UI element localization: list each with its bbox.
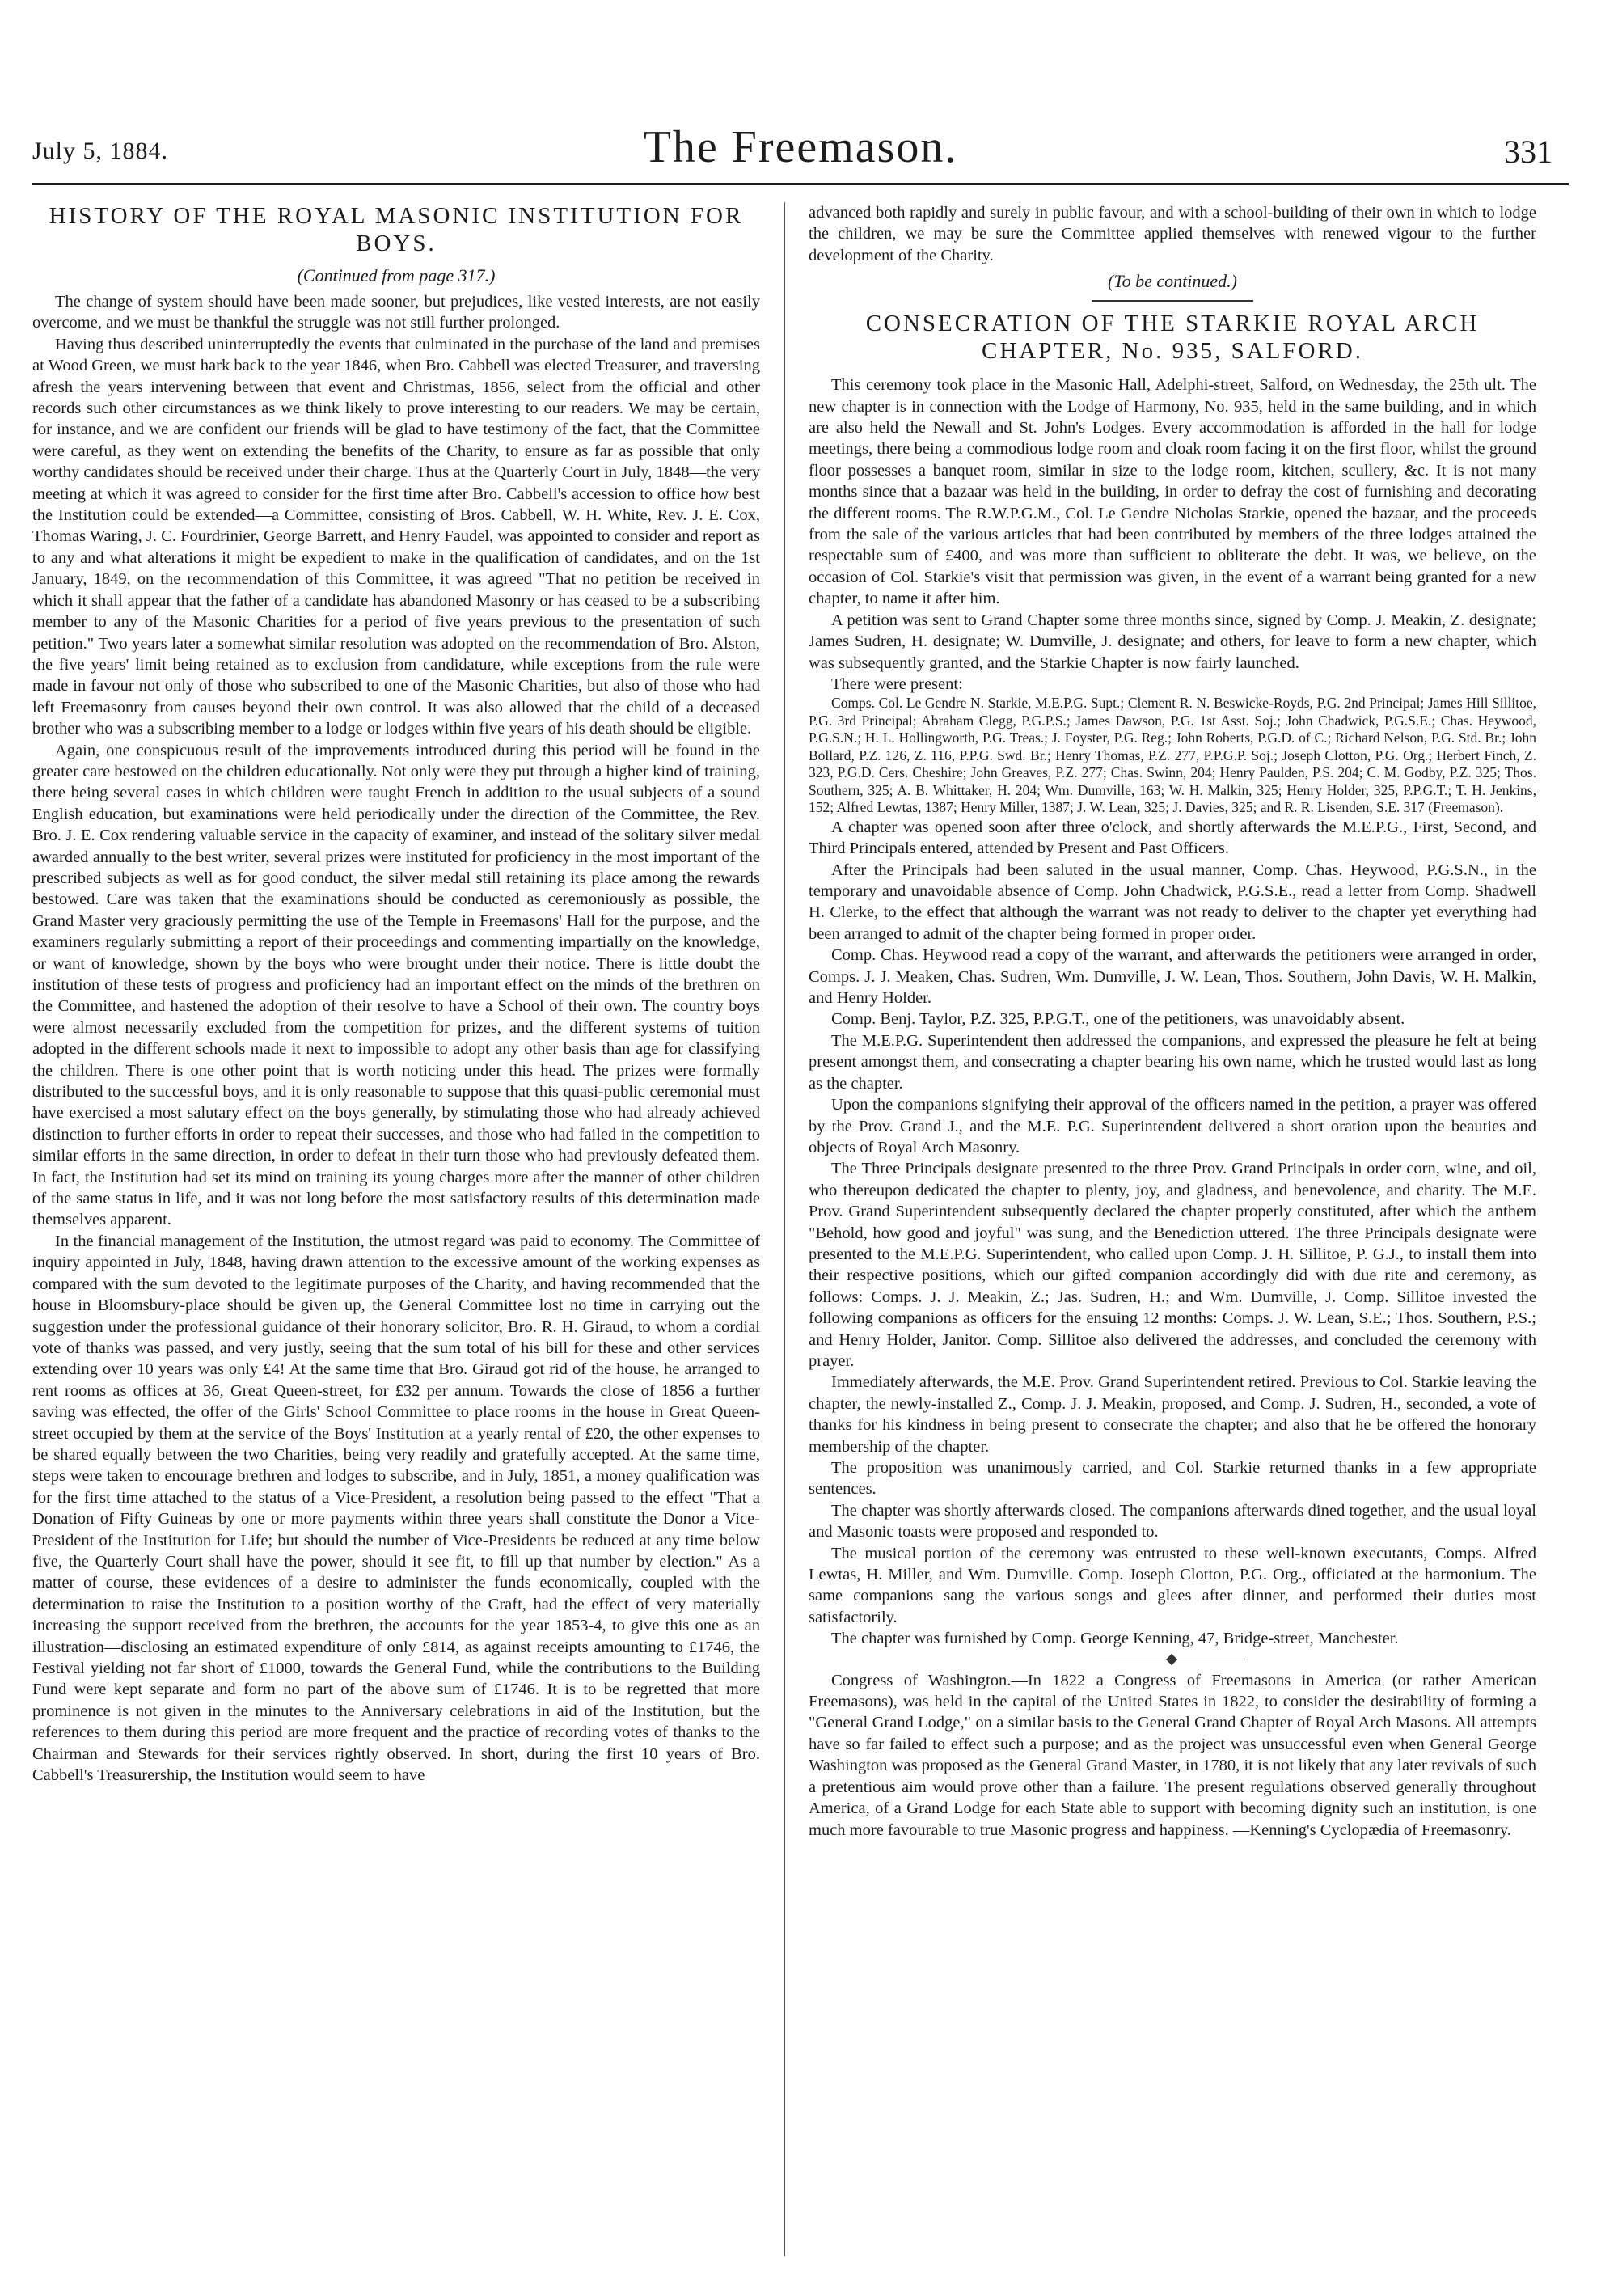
right-column <box>809 202 1536 2256</box>
paragraph: A chapter was opened soon after three o'clock, and shortly afterwards the M.E.P.G., First, Second, and Third Principals entered, attended by Present and Past Officers. <box>809 818 1536 858</box>
page-number: 331 <box>1504 133 1552 170</box>
masthead <box>32 121 1569 186</box>
paragraph: The proposition was unanimously carried, and Col. Starkie returned thanks in a few appropriate sentences. <box>809 1459 1536 1499</box>
paragraph: The musical portion of the ceremony was entrusted to these well-known executants, Comps. Alfred Lewtas, H. Miller, and Wm. Dumville. Comp. Joseph Clotton, P.G. Org., officiated at the harmonium. The same companions sang the various songs and glees after dinner, and performed their duties most satisfactorily. <box>809 1544 1536 1626</box>
article-title-consecration: CONSECRATION OF THE STARKIE ROYAL ARCH CHAPTER, No. 935, SALFORD. <box>865 311 1480 365</box>
paragraph: The M.E.P.G. Superintendent then addressed the companions, and expressed the pleasure he felt at being present amongst them, and consecrating a chapter bearing his own name, which he trusted would last as long as the chapter. <box>809 1031 1536 1093</box>
paragraph: Again, one conspicuous result of the improvements introduced during this period will be found in the greater care bestowed on the children educationally. Not only were they put through a higher kind of training, there being several cases in which children were taught French in addition to the usual subjects of a sound English education, but examinations were held periodically under the direction of the Committee, the Rev. Bro. J. E. Cox rendering valuable service in the capacity of examiner, and instead of the solitary silver medal awarded annually to the best writer, several prizes were instituted for proficiency in the most important of the prescribed subjects as well as for good conduct, the silver medal still retaining its place among the rewards bestowed. Care was taken that the examinations should be conducted as ceremoniously as possible, the Grand Master very graciously permitting the use of the Temple in Freemasons' Hall for the purpose, and the examiners regularly submitting a report of their proceedings and commenting impartially on the knowledge, or want of knowledge, shown by the boys who were brought under their notice. There is little doubt the institution of these tests of progress and proficiency had an important effect on the minds of the brethren on the Committee, and hastened the adoption of their resolve to have a School of their own. The country boys were almost necessarily excluded from the competition for prizes, and the different systems of tuition adopted in the different schools made it next to impossible to adopt any other basis than age for classifying the children. There is one other point that is worth noticing under this head. The prizes were formally distributed to the successful boys, and it is only reasonable to suppose that this quasi-public ceremonial must have exercised a most salutary effect on the boys generally, by stimulating those who had already achieved distinction to further efforts in order to repeat their successes, and those who had failed in the competition to similar efforts in the same direction, in order to defeat in their turn those who had previously defeated them. In fact, the Institution had set its mind on training its young charges more after the manner of other children of the same status in life, and it was not long before the most satisfactory results of this determination made themselves apparent. <box>32 741 760 1229</box>
header-rule <box>32 183 1569 185</box>
paragraph: The chapter was furnished by Comp. George Kenning, 47, Bridge-street, Manchester. <box>831 1630 1399 1648</box>
paragraph: This ceremony took place in the Masonic Hall, Adelphi-street, Salford, on Wednesday, the 25th ult. The new chapter is in connection with the Lodge of Harmony, No. 935, held in the same building, and in which are also held the Newall and St. John's Lodges. Every accommodation is afforded in the hall for lodge meetings, there being a commodious lodge room and cloak room facing it on the first floor, whilst the ground floor possesses a banquet room, similar in size to the lodge room, kitchen, scullery, &c. It is not many months since that a bazaar was held in the building, in order to defray the cost of furnishing and decorating the different rooms. The R.W.P.G.M., Col. Le Gendre Nicholas Starkie, opened the bazaar, and the proceeds from the sale of the various articles that had been contributed by members of the three lodges attained the respectable sum of £400, and was more than sufficient to obliterate the debt. It was, we believe, on the occasion of Col. Starkie's visit that permission was given, in the event of a warrant being granted for a new chapter, to name it after him. <box>809 376 1536 608</box>
issue-date: July 5, 1884. <box>32 137 169 164</box>
article-continued-note: (Continued from page 317.) <box>297 265 496 285</box>
paragraph: Comp. Benj. Taylor, P.Z. 325, P.P.G.T., one of the petitioners, was unavoidably absent. <box>831 1010 1405 1029</box>
paragraph: There were present: <box>831 674 963 693</box>
paragraph: Upon the companions signifying their approval of the officers named in the petition, a prayer was offered by the Prov. Grand J., and the M.E. P.G. Superintendent delivered a short oration upon the beauties and objects of Royal Arch Masonry. <box>809 1096 1536 1156</box>
newspaper-page <box>32 0 1569 2296</box>
attendee-list: Comps. Col. Le Gendre N. Starkie, M.E.P.G. Supt.; Clement R. N. Beswicke-Royds, P.G. 2nd Principal; James Hill Sillitoe, P.G. 3rd Principal; Abraham Clegg, P.G.P.S.; James Dawson, P.G. 1st Asst. Soj.; John Chadwick, P.G.S.E.; Chas. Heywood, P.G.S.N.; H. L. Hollingworth, P.G. Treas.; J. Foyster, P.G. Reg.; John Roberts, P.G.D. of C.; Richard Nelson, P.G. Std. Br.; John Bollard, P.Z. 126, Z. 116, P.P.G. Swd. Br.; Henry Thomas, P.Z. 277, P.P.G.P. Soj.; Joseph Clotton, P.G. Org.; Herbert Finch, Z. 323, P.G.D. Cers. Cheshire; John Greaves, P.Z. 277; Chas. Swinn, 204; Henry Paulden, P.S. 204; C. M. Godby, P.Z. 325; Thos. Southern, 325; A. B. Whittaker, H. 204; Wm. Dumville, 163; W. H. Malkin, 325; Henry Holder, 325, P.P.G.T.; T. H. Jenkins, 152; Alfred Lewtas, 1387; Henry Miller, 1387; J. W. Lean, 325; J. Davies, 325; and R. R. Lisenden, S.E. 317 (Freemason). <box>809 695 1536 816</box>
paragraph: A petition was sent to Grand Chapter some three months since, signed by Comp. J. Meakin, Z. designate; James Sudren, H. designate; W. Dumville, J. designate; and others, for leave to form a new chapter, which was subsequently granted, and the Starkie Chapter is now fairly launched. <box>809 611 1536 672</box>
paragraph: After the Principals had been saluted in the usual manner, Comp. Chas. Heywood, P.G.S.N., in the temporary and unavoidable absence of Comp. John Chadwick, P.G.S.E., read a letter from Comp. Shadwell H. Clerke, to the effect that although the warrant was not ready to deliver to the chapter yet everything had been arranged to admit of the chapter being formed in proper order. <box>809 860 1536 943</box>
paragraph: The Three Principals designate presented to the three Prov. Grand Principals in order corn, wine, and oil, who thereupon dedicated the chapter to plenty, joy, and gladness, and benevolence, and charity. The M.E. Prov. Grand Superintendent subsequently declared the chapter properly constituted, after which the anthem "Behold, how good and joyful" was sung, and the Benediction uttered. The three Principals designate were presented to the M.E.P.G. Superintendent, who called upon Comp. J. H. Sillitoe, P. G.J., to install them into their respective positions, which our gifted companion accordingly did with due rite and ceremony, as follows: Comps. J. J. Meakin, Z.; Jas. Sudren, H.; and Wm. Dumville, J. Comp. Sillitoe invested the following companions as officers for the ensuing 12 months: Comps. J. W. Lean, S.E.; Thos. Southern, P.S.; and Henry Holder, Janitor. Comp. Sillitoe also delivered the addresses, and concluded the ceremony with prayer. <box>809 1160 1536 1370</box>
paragraph: In the financial management of the Institution, the utmost regard was paid to economy. The Committee of inquiry appointed in July, 1848, having drawn attention to the excessive amount of the working expenses as compared with the sum devoted to the legitimate purposes of the Charity, and having recommended that the house in Bloomsbury-place should be given up, the General Committee lost no time in carrying out the suggestion under the professional guidance of their honorary solicitor, Bro. R. H. Giraud, to whom a cordial vote of thanks was passed, and very justly, seeing that the sum total of his bill for these and other services extending over 10 years was only £4! At the same time that Bro. Giraud got rid of the house, he arranged to rent rooms as offices at 36, Great Queen-street, for £32 per annum. Towards the close of 1856 a further saving was effected, the offer of the Girls' School Committee to place rooms in the house in Great Queen-street occupied by them at the service of the Boys' Institution at a yearly rental of £20, the other expenses to be shared equally between the two Charities, being very readily and gratefully accepted. At the same time, steps were taken to encourage brethren and lodges to subscribe, and in July, 1851, a money qualification was for the first time attached to the status of a Vice-President, a resolution being passed to the effect "That a Donation of Fifty Guineas by one or more payments within three years shall constitute the Donor a Vice-President of the Institution for Life; but should the number of Vice-Presidents be reduced at any time below five, the Quarterly Court shall have the power, should it see fit, to fill up that number by election." As a matter of course, these evidences of a desire to administer the funds economically, coupled with the determination to raise the Institution to a position worthy of the Craft, had the effect of very materially increasing the support received from the brethren, the accounts for the year 1853-4, to give this one as an illustration—disclosing an estimated expenditure of only £814, as against receipts amounting to £1746, the Festival yielding not far short of £1000, towards the General Fund, while the contributions to the Building Fund were kept separate and form no part of the above sum of £1746. It is to be regretted that more prominence is not given in the minutes to the Anniversary celebrations in aid of the Institution, but the references to them during this period are more frequent and the practice of recording votes of thanks to the Chairman and Stewards for their services rightly observed. In short, during the first 10 years of Bro. Cabbell's Treasurership, the Institution would seem to have <box>32 1232 760 1785</box>
paragraph: Immediately afterwards, the M.E. Prov. Grand Superintendent retired. Previous to Col. Starkie leaving the chapter, the newly-installed Z., Comp. J. J. Meakin, proposed, and Comp. J. Sudren, H., seconded, a vote of thanks for his kindness in being present to consecrate the chapter; and also that he be offered the honorary membership of the chapter. <box>809 1373 1536 1456</box>
paragraph: The change of system should have been made sooner, but prejudices, like vested interests, are not easily overcome, and we must be thankful the struggle was not still further prolonged. <box>32 293 760 332</box>
paragraph: Comp. Chas. Heywood read a copy of the warrant, and afterwards the petitioners were arranged in order, Comps. J. J. Meaken, Chas. Sudren, Wm. Dumville, J. W. Lean, Thos. Southern, John Davis, W. H. Malkin, and Henry Holder. <box>809 946 1536 1008</box>
paragraph-continuation: advanced both rapidly and surely in public favour, and with a school-building of their own in which to lodge the children, we may be sure the Committee applied themselves with renewed vigour to the further development of the Charity. <box>809 204 1536 264</box>
to-be-continued-note: (To be continued.) <box>1108 271 1237 292</box>
paragraph: The chapter was shortly afterwards closed. The companions afterwards dined together, and the usual loyal and Masonic toasts were proposed and responded to. <box>809 1501 1536 1541</box>
left-column <box>32 202 760 2256</box>
article-congress-of-washington: Congress of Washington.—In 1822 a Congress of Freemasons in America (or rather American Freemasons), was held in the capital of the United States in 1822, to consider the desirability of forming a "General Grand Lodge," on a similar basis to the General Grand Chapter of Royal Arch Masons. All attempts have so far failed to effect such a purpose; and as the project was unsuccessful even when General George Washington was proposed as the General Grand Master, in 1780, it is not likely that any later revivals of such a pretentious aim would prove other than a failure. The present regulations observed generally throughout America, of a Grand Lodge for each State able to support with becoming dignity such an institution, is one much more favourable to true Masonic progress and happiness. —Kenning's Cyclopædia of Freemasonry. <box>809 1671 1536 1839</box>
section-rule <box>1092 300 1253 302</box>
column-divider <box>784 202 785 2256</box>
article-title-history: HISTORY OF THE ROYAL MASONIC INSTITUTION FOR BOYS. <box>49 203 744 256</box>
paragraph: Having thus described uninterruptedly the events that culminated in the purchase of the land and premises at Wood Green, we must hark back to the year 1846, when Bro. Cabbell was elected Treasurer, and traversing afresh the years intervening between that event and Christmas, 1856, select from the official and other records such other circumstances as we think likely to prove interesting to our readers. We may be certain, for instance, and we are confident our friends will be glad to have testimony of the fact, that the Committee were careful, as they went on extending the benefits of the Charity, to ensure as far as possible that only worthy candidates should be received under their charge. Thus at the Quarterly Court in July, 1848—the very meeting at which it was agreed to consider for the first time after Bro. Cabbell's accession to office how best the Institution could be extended—a Committee, consisting of Bros. Cabbell, W. H. White, Rev. J. E. Cox, Thomas Waring, J. C. Fourdrinier, George Barrett, and Henry Faudel, was appointed to consider and report as to any and what alterations it might be expedient to make in the qualification of candidates, and on the 1st January, 1849, on the recommendation of this Committee, it was agreed "That no petition be received in which it shall appear that the father of a candidate has abandoned Masonry or has ceased to be a subscribing member to any of the Masonic Charities for a period of five years previous to the presentation of such petition." Two years later a somewhat similar resolution was adopted on the recommendation of Bro. Alston, the five years' limit being retained as to exclusion from candidature, while exceptions from the rule were made in favour not only of those who subscribed to one of the Masonic Charities, but also of those who had left Freemasonry from causes beyond their own control. It was also allowed that the child of a deceased brother who was a subscribing member to a lodge or lodges within five years of his death should be eligible. <box>32 335 760 738</box>
newspaper-title: The Freemason. <box>643 122 958 172</box>
